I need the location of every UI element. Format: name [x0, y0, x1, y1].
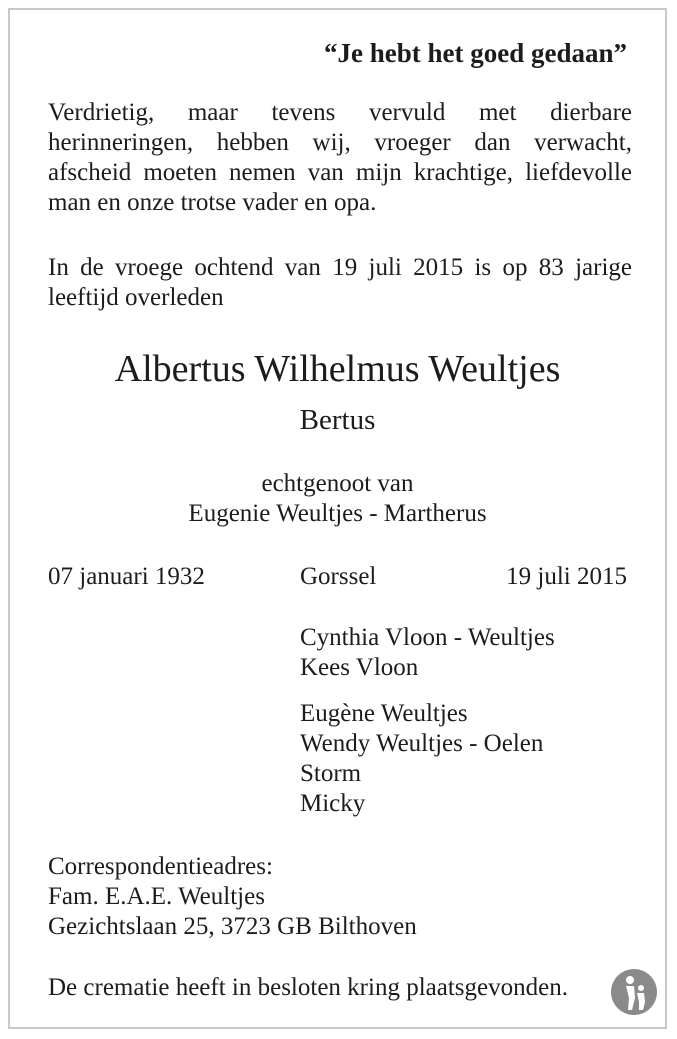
address-family: Fam. E.A.E. Weultjes [48, 883, 265, 910]
relative-name: Storm [300, 760, 362, 787]
memorial-quote: “Je hebt het goed gedaan” [324, 38, 627, 68]
relative-name: Kees Vloon [300, 654, 419, 681]
closing-statement: De crematie heeft in besloten kring plaatsgevonden. [48, 974, 568, 1001]
address-street: Gezichtslaan 25, 3723 GB Bilthoven [48, 913, 417, 940]
spouse-name: Eugenie Weultjes - Martherus [188, 500, 487, 527]
relative-name: Micky [300, 790, 366, 817]
death-announcement-paragraph: In de vroege ochtend van 19 juli 2015 is op 83 jarige leeftijd overleden [48, 254, 632, 311]
deceased-nickname: Bertus [299, 404, 376, 436]
relative-name: Wendy Weultjes - Oelen [300, 730, 544, 757]
birth-date: 07 januari 1932 [48, 563, 205, 590]
spouse-label: echtgenoot van [261, 470, 414, 497]
publisher-logo-icon [610, 968, 658, 1016]
deceased-full-name: Albertus Wilhelmus Weultjes [114, 348, 561, 390]
relative-name: Cynthia Vloon - Weultjes [300, 624, 555, 651]
address-heading: Correspondentieadres: [48, 853, 273, 880]
relative-name: Eugène Weultjes [300, 700, 468, 727]
death-date: 19 juli 2015 [506, 563, 627, 590]
memorial-notice-card [8, 8, 667, 1029]
place-name: Gorssel [300, 563, 377, 590]
intro-paragraph: Verdrietig, maar tevens vervuld met dierbare herinneringen, hebben wij, vroeger dan verwacht, afscheid moeten nemen van mijn krachtige, liefdevolle man en onze trotse vader en opa. [48, 99, 632, 216]
